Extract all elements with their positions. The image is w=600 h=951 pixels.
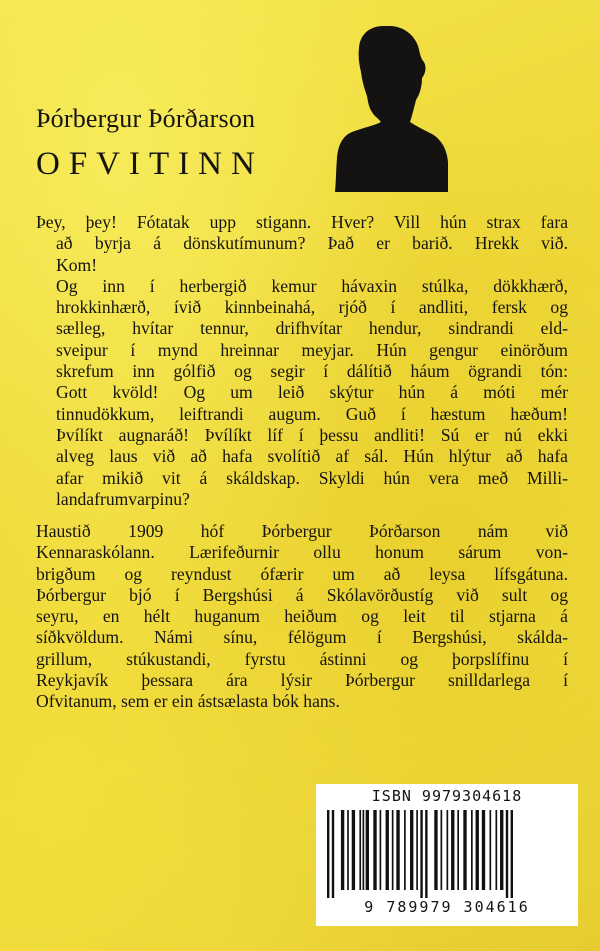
excerpt-line: tinnudökkum, leiftrandi augum. Guð í hæstum hæðum!	[56, 403, 568, 424]
isbn-label: ISBN 9979304618	[371, 787, 523, 805]
excerpt-line: Kom!	[56, 254, 98, 275]
excerpt-line: Þey, þey! Fótatak upp stigann. Hver? Vill hún strax fara	[36, 212, 568, 232]
barcode-bars	[325, 810, 569, 898]
author-name: Þórbergur Þórðarson	[36, 104, 256, 133]
excerpt-paragraph	[36, 212, 568, 510]
excerpt-line: afar mikið vit á skáldskap. Skyldi hún vera með Milli-	[56, 467, 568, 488]
book-title: OFVITINN	[36, 146, 264, 182]
blurb-line: grillum, stúkustandi, fyrstu ástinni og þorpslífinu í	[36, 648, 568, 669]
excerpt-line: alveg laus við að hafa svolítið af sál. Hún hlýtur að hafa	[56, 446, 568, 467]
excerpt-line: landafrumvarpinu?	[56, 488, 190, 509]
blurb-line: Kennaraskólann. Lærifeðurnir ollu honum sárum von-	[36, 542, 568, 563]
excerpt-line: Og inn í herbergið kemur hávaxin stúlka, dökkhærð,	[56, 275, 568, 296]
blurb-line: Þórbergur bjó í Bergshúsi á Skólavörðustíg við sult og	[36, 584, 568, 605]
excerpt-line: Þvílíkt augnaráð! Þvílíkt líf í þessu andliti! Sú er nú ekki	[56, 424, 568, 445]
excerpt-line: sveipur í mynd hreinnar meyjar. Hún gengur einörðum	[56, 339, 568, 360]
excerpt-line: hrokkinhærð, ívið kinnbeinahá, rjóð í andliti, fersk og	[56, 297, 568, 318]
author-silhouette	[328, 22, 448, 192]
blurb-line: seyru, en hélt huganum heiðum og leit til stjarna á	[36, 606, 568, 627]
blurb-paragraph	[36, 521, 568, 713]
excerpt-line: skrefum inn gólfið og segir í dálítið háum ögrandi tón:	[56, 361, 568, 382]
excerpt-line: Gott kvöld! Og um leið skýtur hún á móti mér	[56, 382, 568, 403]
excerpt-line: sælleg, hvítar tennur, drifhvítar hendur, sindrandi eld-	[56, 318, 568, 339]
isbn-barcode	[316, 784, 578, 926]
barcode-digits: 9 789979 304616	[364, 898, 530, 916]
blurb-line: brigðum og reyndust ófærir um að leysa lífsgátuna.	[36, 563, 568, 584]
blurb-line: Haustið 1909 hóf Þórbergur Þórðarson nám við	[36, 521, 568, 541]
blurb-line: Reykjavík þessara ára lýsir Þórbergur snilldarlega í	[36, 670, 568, 691]
blurb-line: Ofvitanum, sem er ein ástsælasta bók hans.	[36, 691, 340, 712]
excerpt-line: að byrja á dönskutímunum? Það er barið. Hrekk við.	[56, 233, 568, 254]
blurb-line: síðkvöldum. Námi sínu, félögum í Bergshúsi, skálda-	[36, 627, 568, 648]
